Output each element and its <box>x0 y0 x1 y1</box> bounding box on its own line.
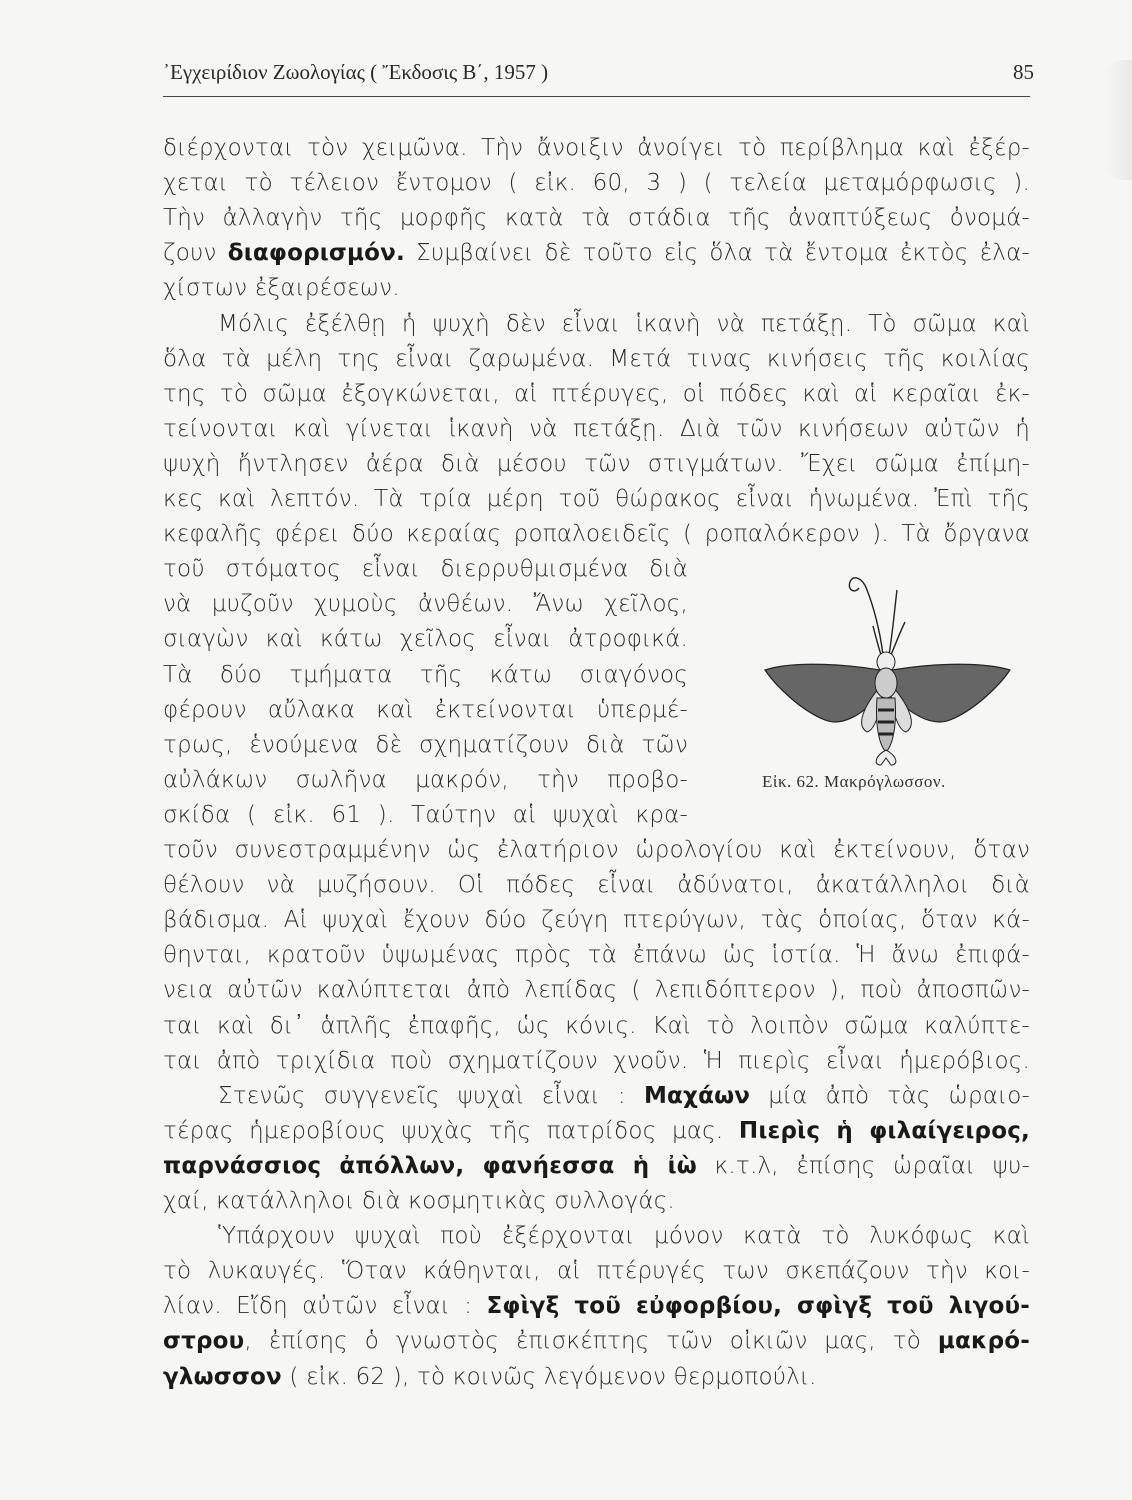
text-segment: λίαν. Εἴδη αὐτῶν εἶναι : <box>163 1293 487 1320</box>
text-line <box>163 798 688 832</box>
text-line <box>163 201 1030 235</box>
text-segment: τὸ λυκαυγές. Ὅταν κάθηνται, αἱ πτέρυγές των σκεπάζουν τὴν κοι- <box>163 1258 1030 1285</box>
text-segment: κ.τ.λ, ἐπίσης ὡραῖαι ψυ- <box>696 1152 1031 1179</box>
text-line <box>163 622 688 656</box>
text-line <box>163 658 688 692</box>
text-segment: Στενῶς συγγενεῖς ψυχαὶ εἶναι : <box>218 1082 644 1109</box>
text-segment: χαί, κατάλληλοι διὰ κοσμητικὰς συλλογάς. <box>163 1188 675 1214</box>
text-segment: Μόλις ἐξέλθῃ ἡ ψυχὴ δὲν εἶναι ἱκανὴ νὰ πετάξῃ. Τὸ σῶμα καὶ <box>218 310 1030 337</box>
text-line <box>163 1044 1030 1078</box>
text-line <box>218 1079 1030 1113</box>
text-segment: Τὴν ἀλλαγὴν τῆς μορφῆς κατὰ τὰ στάδια τῆς ἀναπτύξεως ὀνομά- <box>163 205 1030 232</box>
text-line <box>163 342 1030 376</box>
text-line <box>163 1360 1030 1394</box>
text-line <box>163 868 1030 902</box>
text-segment: βάδισμα. Αἱ ψυχαὶ ἔχουν δύο ζεύγη πτερύγων, τὰς ὁποίας, ὅταν κά- <box>163 907 1030 934</box>
text-segment: αὐλάκων σωλῆνα μακρόν, τὴν προβο- <box>163 766 688 793</box>
text-segment: νὰ μυζοῦν χυμοὺς ἀνθέων. Ἄνω χεῖλος, <box>163 591 688 618</box>
text-line <box>163 903 1030 937</box>
text-line <box>163 938 1030 972</box>
text-segment: τοῦ στόματος εἶναι διερρυθμισμένα διὰ <box>163 556 688 583</box>
text-segment: νεια αὐτῶν καλύπτεται ἀπὸ λεπίδας ( λεπιδόπτερον ), ποὺ ἀποσπῶν- <box>163 977 1030 1004</box>
text-line <box>163 1324 1030 1358</box>
figure-caption: Εἰκ. 62. Μακρόγλωσσον. <box>762 772 946 791</box>
text-segment: τοῦν συνεστραμμένην ὡς ἐλατήριον ὡρολογίου καὶ ἐκτείνουν, ὅταν <box>163 837 1030 863</box>
book-title: ᾿Εγχειρίδιον Ζωολογίας ( Ἔκδοσις Β΄, 1957 ) <box>163 60 549 84</box>
text-line <box>163 482 1030 516</box>
text-line <box>163 377 1030 411</box>
text-segment: τέρας ἡμεροβίους ψυχὰς τῆς πατρίδος μας. <box>163 1117 739 1144</box>
text-segment: ( εἰκ. 62 ), τὸ κοινῶς λεγόμενον θερμοπούλι. <box>281 1363 817 1390</box>
text-segment: χεται τὸ τέλειον ἔντομον ( εἰκ. 60, 3 ) ( τελεία μεταμόρφωσις ). <box>163 170 1030 197</box>
text-line <box>163 236 1030 270</box>
bold-term: διαφορισμόν. <box>227 240 405 267</box>
text-segment: σιαγὼν καὶ κάτω χεῖλος εἶναι ἀτροφικά. <box>163 626 688 653</box>
text-line <box>163 587 688 621</box>
text-segment: κεφαλῆς φέρει δύο κεραίας ροπαλοειδεῖς ( ροπαλόκερον ). Τὰ ὄργανα <box>163 521 1030 548</box>
text-segment: Συμβαίνει δὲ τοῦτο εἰς ὅλα τὰ ἔντομα ἐκτὸς ἐλα- <box>404 240 1030 267</box>
text-segment: Ὑπάρχουν ψυχαὶ ποὺ ἐξέρχονται μόνον κατὰ τὸ λυκόφως καὶ <box>218 1223 1030 1250</box>
text-line <box>163 1009 1030 1043</box>
text-line <box>163 412 1030 446</box>
text-segment: Τὰ δύο τμήματα τῆς κάτω σιαγόνος <box>163 661 688 688</box>
page-number: 85 <box>1013 60 1034 84</box>
text-line <box>163 166 1030 200</box>
moth-illustration-icon <box>755 560 1025 800</box>
text-segment: θέλουν νὰ μυζήσουν. Οἱ πόδες εἶναι ἀδύνατοι, ἀκατάλληλοι διὰ <box>163 872 1030 899</box>
text-segment: διέρχονται τὸν χειμῶνα. Τὴν ἄνοιξιν ἀνοίγει τὸ περίβλημα καὶ ἐξέρ- <box>163 135 1030 161</box>
text-line <box>163 131 1030 165</box>
text-segment: κες καὶ λεπτόν. Τὰ τρία μέρη τοῦ θώρακος εἶναι ἡνωμένα. Ἐπὶ τῆς <box>163 486 1030 512</box>
text-segment: φέρουν αὔλακα καὶ ἐκτείνονται ὑπερμέ- <box>163 696 688 723</box>
text-line <box>163 973 1030 1007</box>
text-line <box>163 1254 1030 1288</box>
text-segment: ζουν <box>163 240 228 267</box>
text-segment: τρως, ἑνούμενα δὲ σχηματίζουν διὰ τῶν <box>163 731 688 758</box>
text-line <box>218 1219 1030 1253</box>
header-rule <box>163 96 1030 97</box>
text-line <box>163 271 1030 305</box>
text-segment: ται ἀπὸ τριχίδια ποὺ σχηματίζουν χνοῦν. Ἡ πιερὶς εἶναι ἡμερόβιος. <box>163 1047 1030 1074</box>
text-line <box>163 693 688 727</box>
text-segment: της τὸ σῶμα ἐξογκώνεται, αἱ πτέρυγες, οἱ πόδες καὶ αἱ κεραῖαι ἐκ- <box>163 380 1030 407</box>
bold-term: μακρό- <box>937 1328 1030 1355</box>
text-line <box>163 447 1030 481</box>
text-line <box>163 517 1030 551</box>
text-line <box>163 1184 1030 1218</box>
text-segment: σκίδα ( εἰκ. 61 ). Ταύτην αἱ ψυχαὶ κρα- <box>163 801 688 828</box>
text-line <box>218 307 1030 341</box>
text-segment: ται καὶ δι᾿ ἁπλῆς ἐπαφῆς, ὡς κόνις. Καὶ τὸ λοιπὸν σῶμα καλύπτε- <box>163 1012 1030 1039</box>
text-line <box>163 1289 1030 1323</box>
text-line <box>163 1149 1030 1183</box>
bold-term: γλωσσον <box>163 1363 282 1390</box>
text-segment: , ἐπίσης ὁ γνωστὸς ἐπισκέπτης τῶν οἰκιῶν μας, τὸ <box>244 1328 938 1355</box>
page-edge-shadow <box>1104 60 1132 180</box>
bold-term: παρνάσσιος ἀπόλλων, φανήεσσα ἡ ἰὼ <box>163 1152 697 1179</box>
bold-term: στρου <box>163 1328 245 1355</box>
text-line <box>163 833 1030 867</box>
text-line <box>163 1114 1030 1148</box>
bold-term: Πιερὶς ἡ φιλαίγειρος, <box>738 1117 1030 1144</box>
text-line <box>163 552 688 586</box>
text-segment: ὅλα τὰ μέλη της εἶναι ζαρωμένα. Μετά τινας κινήσεις τῆς κοιλίας <box>163 345 1030 372</box>
running-header <box>163 60 1034 90</box>
text-segment: τείνονται καὶ γίνεται ἱκανὴ νὰ πετάξῃ. Διὰ τῶν κινήσεων αὐτῶν ἡ <box>163 415 1030 442</box>
bold-term: Σφὶγξ τοῦ εὐφορβίου, σφὶγξ τοῦ λιγού- <box>486 1293 1030 1320</box>
text-line <box>163 728 688 762</box>
text-segment: θηνται, κρατοῦν ὑψωμένας πρὸς τὰ ἐπάνω ὡς ἱστία. Ἡ ἄνω ἐπιφά- <box>163 942 1030 969</box>
text-segment: χίστων ἐξαιρέσεων. <box>163 275 400 302</box>
text-segment: μία ἀπὸ τὰς ὡραιο- <box>750 1082 1030 1109</box>
text-segment: ψυχὴ ἤντλησεν ἀέρα διὰ μέσου τῶν στιγμάτων. Ἔχει σῶμα ἐπίμη- <box>163 450 1030 477</box>
bold-term: Μαχάων <box>643 1082 751 1109</box>
text-line <box>163 763 688 797</box>
